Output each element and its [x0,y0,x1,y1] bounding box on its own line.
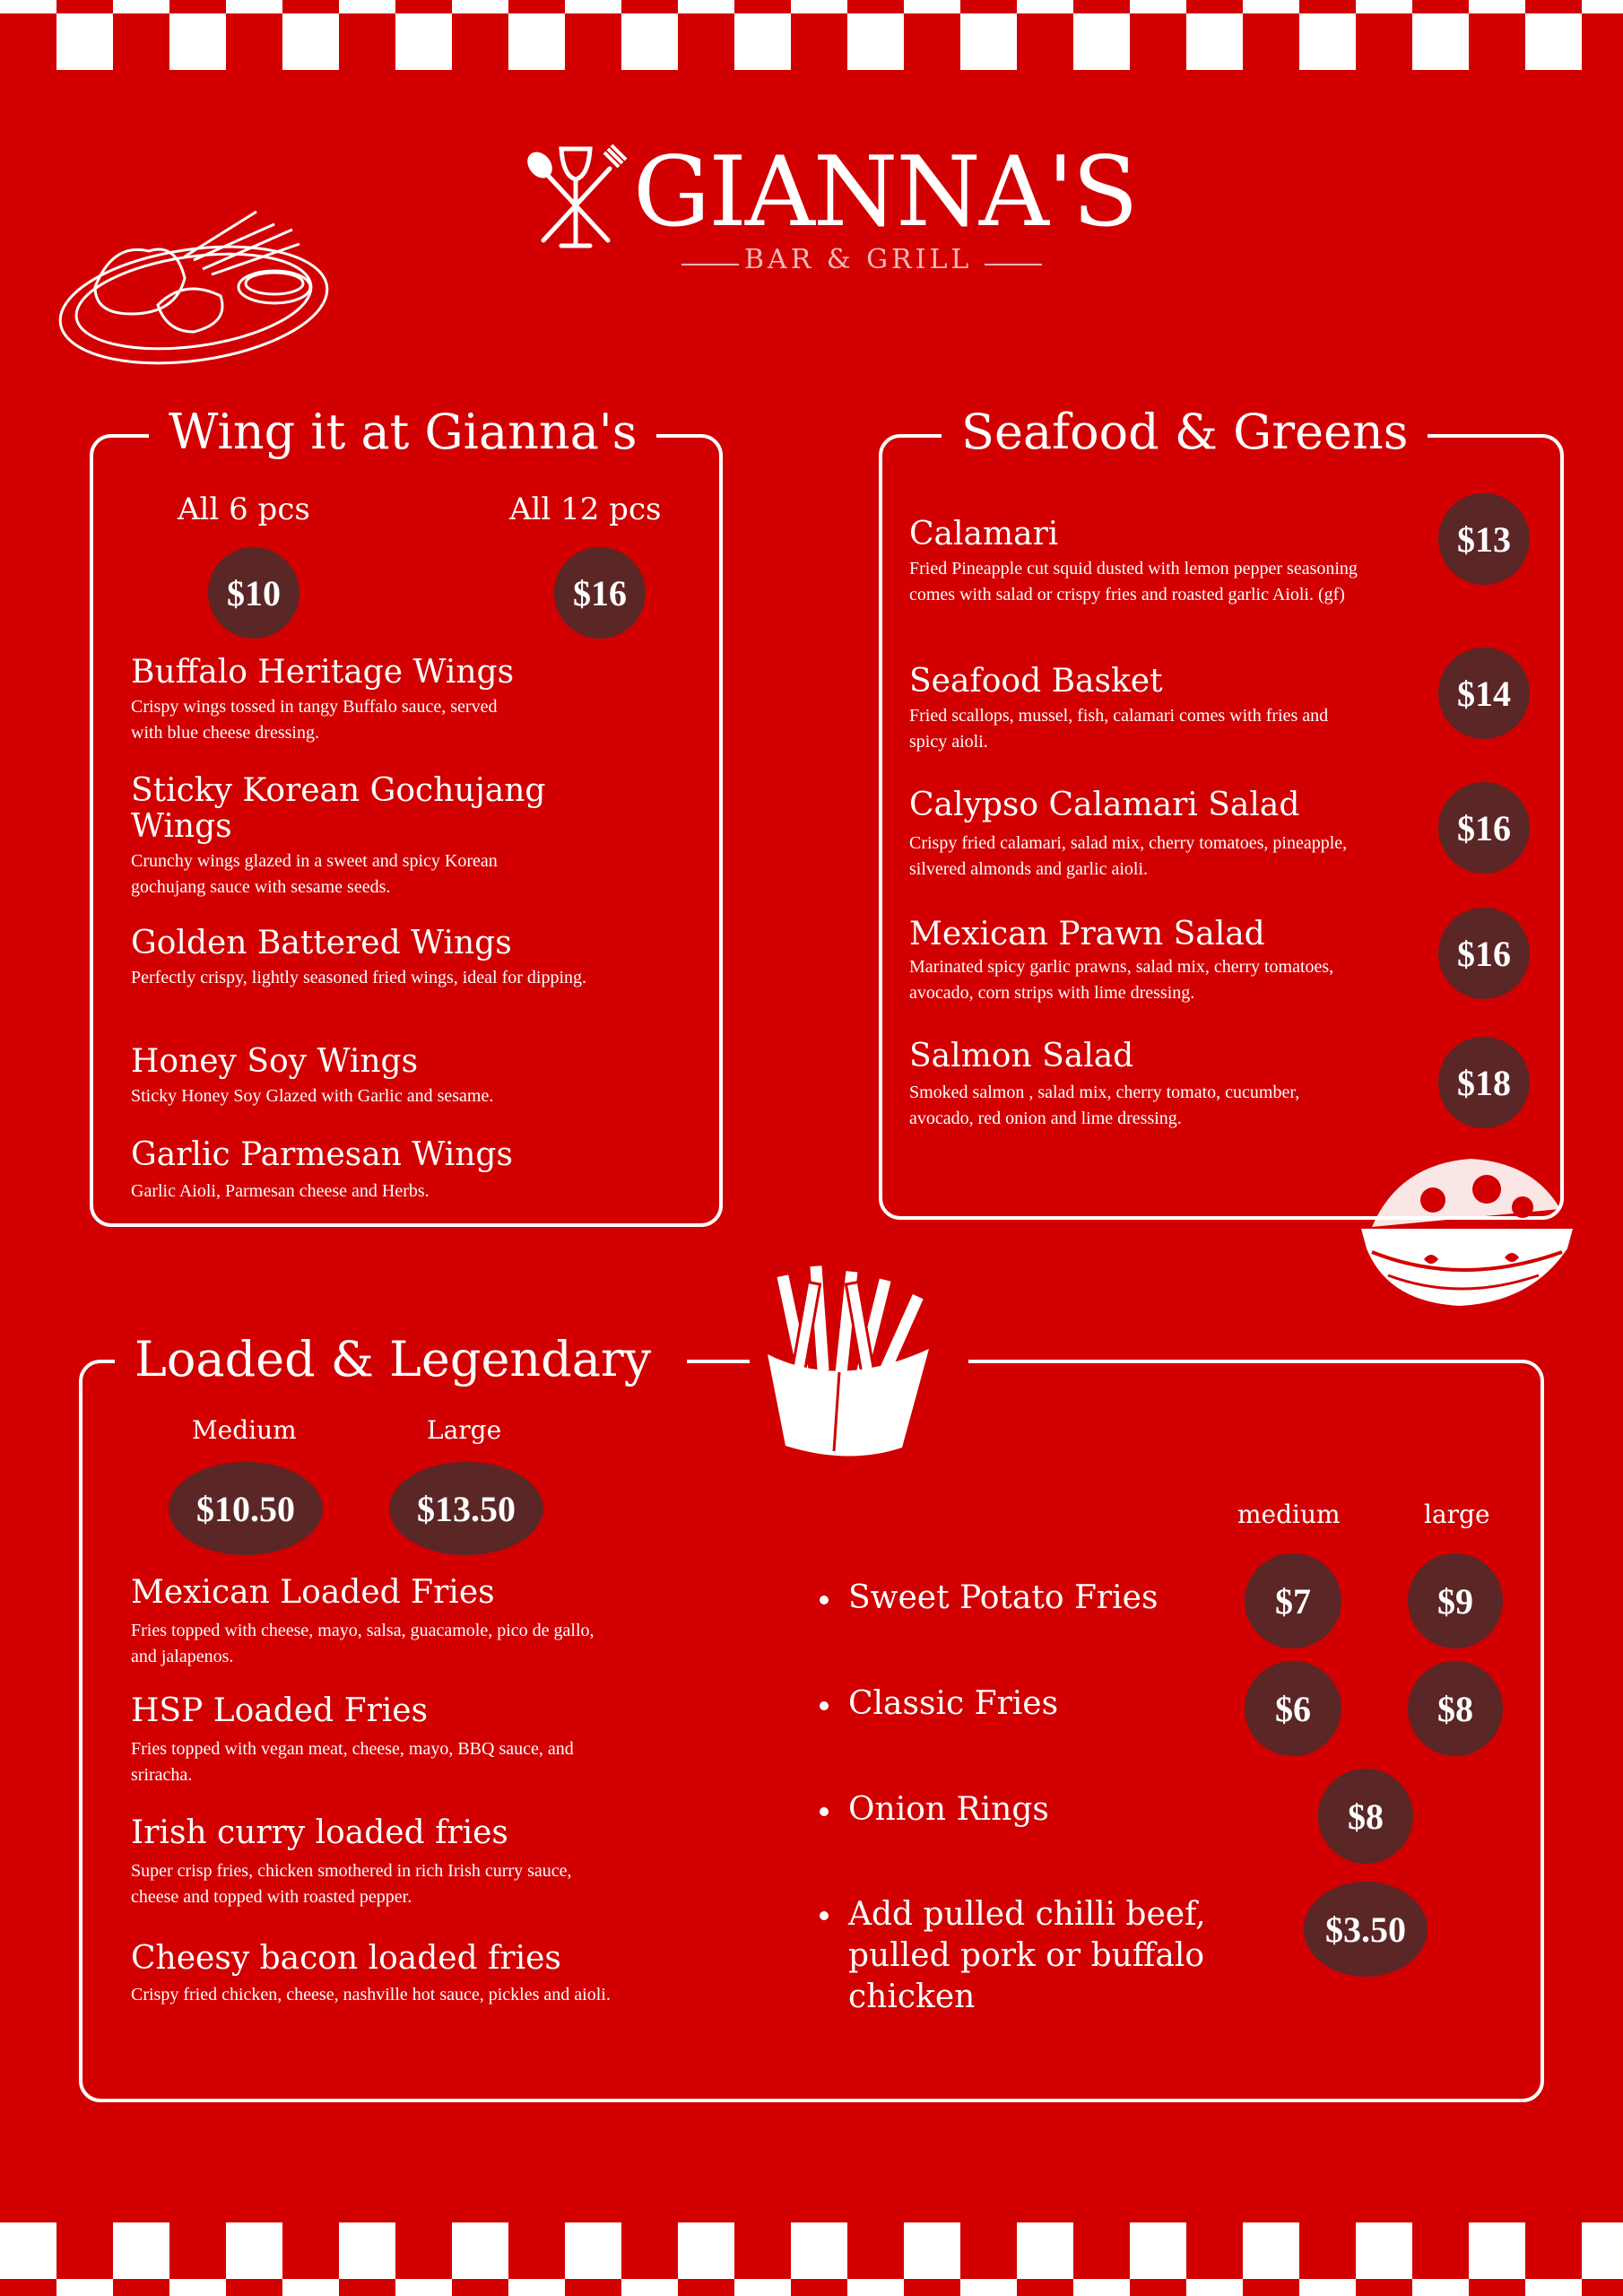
loaded-item-desc: Fries topped with vegan meat, cheese, mayo, BBQ sauce, and sriracha. [131,1739,574,1785]
checker-square [960,13,1017,70]
side-item-name: Add pulled chilli beef, pulled pork or buffalo chicken [848,1896,1206,2015]
loaded-item-name: Mexican Loaded Fries [131,1574,495,1611]
checker-square [1130,0,1186,13]
checker-square [169,2279,226,2296]
checker-square [1243,2222,1299,2279]
wing-item-desc: Garlic Aioli, Parmesan cheese and Herbs. [131,1181,430,1201]
checker-square [904,2222,960,2279]
side-item-name: Sweet Potato Fries [848,1579,1159,1616]
checker-square [1073,2279,1130,2296]
checker-square [113,2222,169,2279]
checker-square [282,2279,339,2296]
side-large-price: $9 [1408,1553,1503,1648]
seafood-item-name: Mexican Prawn Salad [909,916,1265,952]
checker-square [452,2222,508,2279]
checker-square [1299,13,1356,70]
loaded-item-name: HSP Loaded Fries [131,1692,429,1729]
checker-square [56,13,113,70]
checker-square [0,0,56,13]
checker-square [226,0,282,13]
loaded-large-price: $13.50 [389,1462,543,1555]
checker-square [1356,2222,1412,2279]
loaded-medium-label: Medium [192,1415,297,1445]
side-medium-price: $7 [1245,1553,1341,1648]
loaded-item-desc: Super crisp fries, chicken smothered in rich Irish curry sauce, cheese and topped with roasted pepper. [131,1861,572,1907]
wing-item-name: Buffalo Heritage Wings [131,654,515,691]
checker-square [565,2222,621,2279]
list-bullet [820,1701,829,1710]
checker-square [1582,2222,1623,2279]
checker-square [1582,0,1623,13]
wings-12pcs-label: All 12 pcs [509,491,662,527]
salad-bowl-illustration [1352,1144,1578,1318]
checker-square [1186,13,1243,70]
tagline-rule-left [681,264,739,265]
checker-square [960,2279,1017,2296]
seafood-item-desc: Fried Pineapple cut squid dusted with lemon pepper seasoning comes with salad or crispy fries and roasted garlic Aioli. (gf) [909,559,1358,604]
fries-illustration [750,1256,968,1471]
seafood-item-name: Calypso Calamari Salad [909,787,1300,823]
loaded-medium-price: $10.50 [169,1462,323,1555]
side-item-name: Classic Fries [848,1685,1059,1722]
seafood-price: $18 [1438,1037,1530,1128]
wing-item-desc: Perfectly crispy, lightly seasoned fried wings, ideal for dipping. [131,968,587,987]
checker-square [1412,2279,1469,2296]
checker-square [1469,0,1525,13]
side-price: $3.50 [1304,1882,1428,1977]
wing-item-name: Honey Soy Wings [131,1043,419,1080]
checker-square [904,0,960,13]
list-bullet [820,1596,829,1605]
seafood-item-name: Calamari [909,516,1059,552]
checker-square [791,0,847,13]
checker-square [1017,0,1073,13]
checker-square [452,0,508,13]
checker-square [113,0,169,13]
checker-square [847,13,904,70]
checker-square [282,13,339,70]
checker-square [56,2279,113,2296]
wing-item-name: Sticky Korean Gochujang Wings [131,772,546,845]
side-large-price: $8 [1408,1661,1503,1756]
brand-tagline: BAR & GRILL [744,244,973,275]
checker-square [508,13,565,70]
cutlery-glass-icon [522,144,629,255]
loaded-item-desc: Fries topped with cheese, mayo, salsa, guacamole, pico de gallo, and jalapenos. [131,1621,595,1666]
wings-6pcs-price: $10 [208,547,299,639]
checker-square [339,0,395,13]
checker-square [1525,2279,1582,2296]
checker-square [734,2279,791,2296]
seafood-item-desc: Smoked salmon , salad mix, cherry tomato, cucumber, avocado, red onion and lime dressing. [909,1083,1300,1128]
checker-square [621,13,678,70]
seafood-item-desc: Fried scallops, mussel, fish, calamari comes with fries and spicy aioli. [909,706,1329,752]
sides-large-label: large [1424,1500,1490,1529]
seafood-item-name: Salmon Salad [909,1038,1134,1074]
brand-name: GIANNA'S [633,136,1137,248]
wing-item-name: Garlic Parmesan Wings [131,1136,513,1173]
tagline-rule-right [985,264,1042,265]
wings-6pcs-label: All 6 pcs [178,491,310,527]
wing-item-desc: Crunchy wings glazed in a sweet and spicy Korean gochujang sauce with sesame seeds. [131,851,498,897]
checker-square [339,2222,395,2279]
loaded-large-label: Large [427,1415,502,1445]
checker-square [1299,2279,1356,2296]
side-medium-price: $6 [1245,1661,1341,1756]
checker-square [678,2222,734,2279]
loaded-item-name: Cheesy bacon loaded fries [131,1940,561,1977]
wings-plate-illustration [50,197,337,368]
wing-item-desc: Crispy wings tossed in tangy Buffalo sauce, served with blue cheese dressing. [131,697,498,743]
wing-item-desc: Sticky Honey Soy Glazed with Garlic and sesame. [131,1086,494,1106]
checker-square [1356,0,1412,13]
list-bullet [820,1911,829,1920]
checker-square [1243,0,1299,13]
checker-square [734,13,791,70]
checker-square [565,0,621,13]
sides-medium-label: medium [1237,1500,1341,1529]
checker-square [1017,2222,1073,2279]
checkered-border-bottom [0,2222,1623,2296]
seafood-price: $16 [1438,908,1530,999]
checker-square [0,2222,56,2279]
checker-square [1412,13,1469,70]
checker-square [1073,13,1130,70]
seafood-price: $16 [1438,782,1530,874]
checker-square [508,2279,565,2296]
checker-square [395,13,452,70]
checker-square [1525,13,1582,70]
checker-square [791,2222,847,2279]
checker-square [169,13,226,70]
wing-item-name: Golden Battered Wings [131,925,512,961]
loaded-item-desc: Crispy fried chicken, cheese, nashville hot sauce, pickles and aioli. [131,1985,611,2005]
seafood-item-desc: Marinated spicy garlic prawns, salad mix, cherry tomatoes, avocado, corn strips with lime dressing. [909,957,1334,1003]
seafood-price: $14 [1438,648,1530,739]
wings-12pcs-price: $16 [554,547,646,639]
loaded-item-name: Irish curry loaded fries [131,1814,508,1851]
side-price: $8 [1318,1769,1413,1864]
seafood-item-name: Seafood Basket [909,663,1163,700]
seafood-price: $13 [1438,493,1530,585]
checker-square [621,2279,678,2296]
checker-square [226,2222,282,2279]
list-bullet [820,1807,829,1816]
side-item-name: Onion Rings [848,1791,1049,1828]
loaded-title: Loaded & Legendary [115,1331,687,1388]
checkered-border-top [0,0,1623,72]
checker-square [847,2279,904,2296]
seafood-item-desc: Crispy fried calamari, salad mix, cherry tomatoes, pineapple, silvered almonds and garlic aioli. [909,833,1348,879]
seafood-title: Seafood & Greens [942,404,1428,461]
checker-square [1130,2222,1186,2279]
checker-square [1186,2279,1243,2296]
checker-square [678,0,734,13]
checker-square [1469,2222,1525,2279]
checker-square [395,2279,452,2296]
wings-title: Wing it at Gianna's [149,404,656,461]
